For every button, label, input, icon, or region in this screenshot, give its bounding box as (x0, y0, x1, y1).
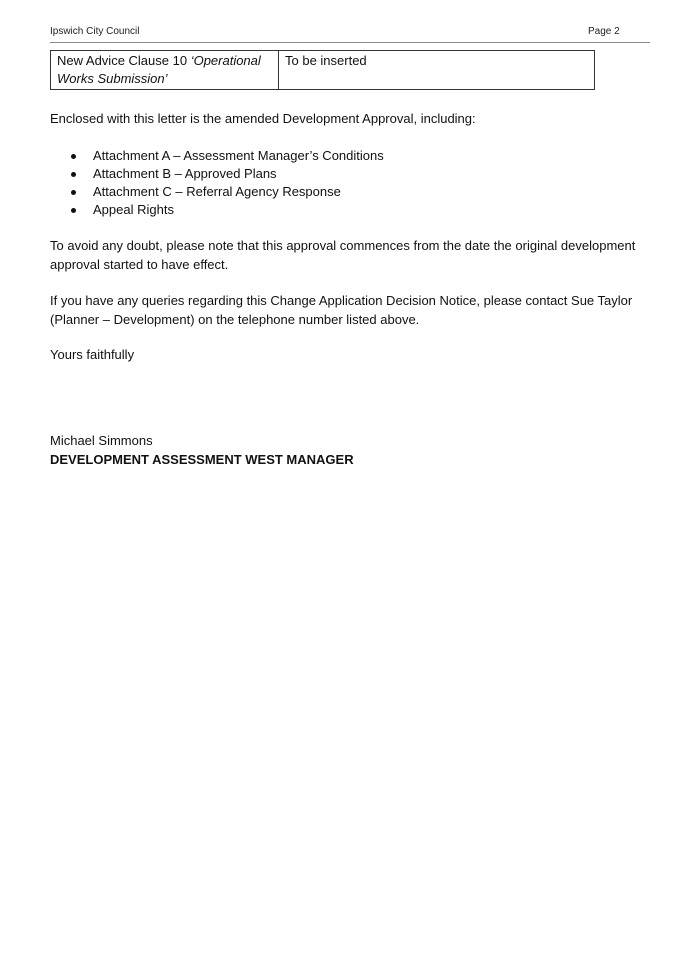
bullet-icon (71, 190, 76, 195)
attachment-label: Appeal Rights (93, 202, 174, 217)
closing-line: Yours faithfully (50, 347, 135, 362)
list-item (50, 165, 610, 183)
signatory-name: Michael Simmons (50, 433, 153, 448)
organisation-name: Ipswich City Council (50, 26, 140, 37)
queries-note: If you have any queries regarding this Change Application Decision Notice, please contact Sue Taylor (Planner – Development) on the telephone number listed above. (50, 293, 633, 327)
list-item (50, 183, 610, 201)
page-header (50, 26, 650, 43)
page-number: Page 2 (588, 26, 620, 37)
commencement-note: To avoid any doubt, please note that this approval commences from the date the original development approval started to have effect. (50, 238, 636, 272)
attachment-list (50, 147, 610, 219)
clause-table (50, 50, 595, 90)
signatory-title: DEVELOPMENT ASSESSMENT WEST MANAGER (50, 452, 354, 467)
clause-title: ‘Operational Works Submission’ (57, 53, 261, 86)
attachment-label: Attachment C – Referral Agency Response (93, 184, 341, 199)
bullet-icon (71, 154, 76, 159)
attachment-label: Attachment A – Assessment Manager’s Conditions (93, 148, 384, 163)
clause-prefix: New Advice Clause 10 (57, 53, 191, 68)
list-item (50, 147, 610, 165)
table-row (51, 51, 595, 90)
status-cell: To be inserted (279, 51, 595, 90)
bullet-icon (71, 172, 76, 177)
enclosed-intro: Enclosed with this letter is the amended Development Approval, including: (50, 111, 476, 126)
bullet-icon (71, 208, 76, 213)
attachment-label: Attachment B – Approved Plans (93, 166, 277, 181)
clause-cell (51, 51, 279, 90)
list-item (50, 201, 610, 219)
